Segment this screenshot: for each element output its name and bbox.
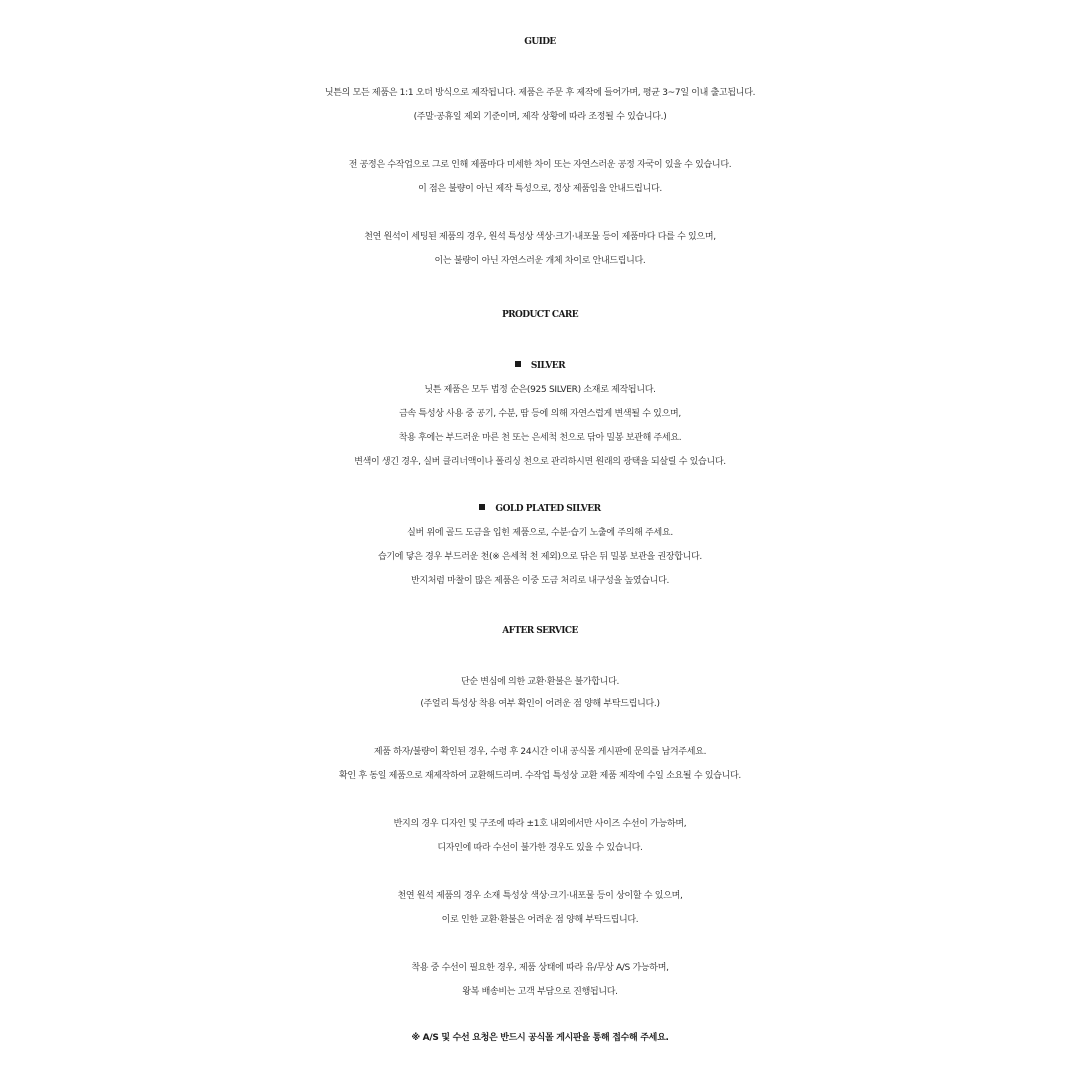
as-line-10: 왕복 배송비는 고객 부담으로 진행됩니다. [462,987,618,997]
as-line-2: (주얼리 특성상 착용 여부 확인이 어려운 점 양해 부탁드립니다.) [420,699,660,709]
gold-subheading-label: GOLD PLATED SILVER [495,504,601,514]
guide-line-5: 천연 원석이 세팅된 제품의 경우, 원석 특성상 색상·크기·내포물 등이 제품마다 다를 수 있으며, [364,232,716,242]
gold-subheading [0,498,1080,520]
as-line-9: 착용 중 수선이 필요한 경우, 제품 상태에 따라 유/무상 A/S 가능하며, [411,963,669,973]
as-notice: ※ A/S 및 수선 요청은 반드시 공식몰 게시판을 통해 접수해 주세요. [411,1033,669,1043]
gold-line-2: 습기에 닿은 경우 부드러운 천(※ 은세척 천 제외)으로 닦은 뒤 밀봉 보관을 권장합니다. [378,552,702,562]
guide-line-1: 닛튼의 모든 제품은 1:1 오더 방식으로 제작됩니다. 제품은 주문 후 제작에 들어가며, 평균 3~7일 이내 출고됩니다. [324,88,756,98]
guide-line-6: 이는 불량이 아닌 자연스러운 개체 차이로 안내드립니다. [434,256,646,266]
silver-line-3: 착용 후에는 부드러운 마른 천 또는 은세척 천으로 닦아 밀봉 보관해 주세요. [398,433,682,443]
silver-line-4: 변색이 생긴 경우, 실버 클리너액이나 폴리싱 천으로 관리하시면 원래의 광택을 되살릴 수 있습니다. [354,457,726,467]
as-line-5: 반지의 경우 디자인 및 구조에 따라 ±1호 내외에서만 사이즈 수선이 가능하며, [393,819,687,829]
gold-line-3: 반지처럼 마찰이 많은 제품은 이중 도금 처리로 내구성을 높였습니다. [410,576,670,586]
square-bullet-icon [515,361,521,367]
gold-line-1: 실버 위에 골드 도금을 입힌 제품으로, 수분·습기 노출에 주의해 주세요. [407,528,673,538]
guide-line-4: 이 점은 불량이 아닌 제작 특성으로, 정상 제품임을 안내드립니다. [418,184,662,194]
silver-subheading [0,355,1080,377]
as-line-4: 확인 후 동일 제품으로 재제작하여 교환해드리며. 수작업 특성상 교환 제품 제작에 수일 소요될 수 있습니다. [339,771,741,781]
guide-line-3: 전 공정은 수작업으로 그로 인해 제품마다 미세한 차이 또는 자연스러운 공정 자국이 있을 수 있습니다. [348,160,732,170]
guide-heading: GUIDE [524,37,556,47]
as-line-3: 제품 하자/불량이 확인된 경우, 수령 후 24시간 이내 공식몰 게시판에 문의를 남겨주세요. [373,747,707,757]
silver-line-2: 금속 특성상 사용 중 공기, 수분, 땀 등에 의해 자연스럽게 변색될 수 있으며, [399,409,681,419]
as-line-7: 천연 원석 제품의 경우 소재 특성상 색상·크기·내포물 등이 상이할 수 있으며, [397,891,683,901]
guide-line-2: (주말·공휴일 제외 기준이며, 제작 상황에 따라 조정될 수 있습니다.) [413,112,667,122]
as-line-8: 이로 인한 교환·환불은 어려운 점 양해 부탁드립니다. [441,915,639,925]
as-line-6: 디자인에 따라 수선이 불가한 경우도 있을 수 있습니다. [437,843,643,853]
as-line-1: 단순 변심에 의한 교환·환불은 불가합니다. [460,677,620,687]
product-care-heading: PRODUCT CARE [501,310,579,320]
silver-line-1: 닛튼 제품은 모두 법정 순은(925 SILVER) 소재로 제작됩니다. [424,385,656,395]
square-bullet-icon [479,504,485,510]
after-service-heading: AFTER SERVICE [502,626,578,636]
silver-subheading-label: SILVER [530,361,566,371]
